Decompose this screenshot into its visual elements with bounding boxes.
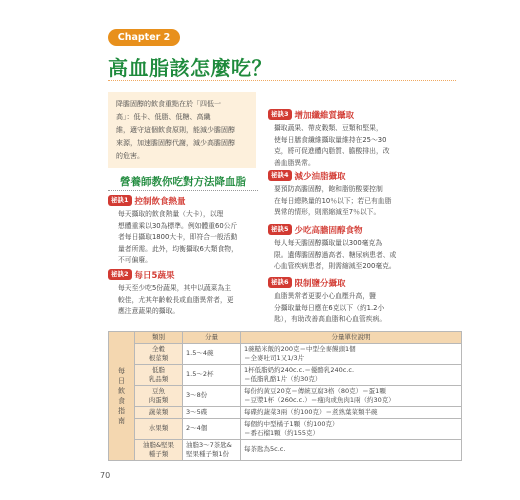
intro-line: 的危害。 [116,152,144,160]
tip-badge: 祕訣2 [108,269,132,280]
tip-badge: 祕訣5 [268,224,292,235]
intro-line: 維，適守這個飲食原則，能減少膽固醇 [116,126,235,134]
cell-text: ＝全麥吐司1又1/3片 [244,353,305,362]
description-cell [241,406,462,418]
tip-badge: 祕訣6 [268,277,292,288]
intro-box [108,92,256,168]
description-cell [241,439,462,460]
tip-2 [108,268,260,318]
side-label-char: 每 [118,366,125,375]
cell-text: ＝低脂乳酪1片（約30克） [244,374,322,383]
title-divider [108,80,456,81]
tip-text-line: 每天至少吃5份蔬果，其中以蔬菜為主 [118,284,232,292]
tip-text-line: 攝取蔬果、帶皮穀類、豆類和堅果， [274,124,383,132]
cell-text: ＝番石榴1顆（約155克） [244,428,320,437]
tip-text-line: 分攝取量每日應在6克以下（約1.2小 [274,303,385,312]
description-cell [241,343,462,364]
cell-text: ＝豆漿1杯（260c.c.）＝瘦肉或魚肉1兩（約30克） [244,395,395,404]
intro-line: 高」：低卡、低脂、低糖、高纖 [116,113,211,121]
cell-text: 1.5～4碗 [186,349,214,358]
cell-text: 每份約黃豆20克＝傳統豆腐3格（80克）＝蛋1顆 [244,387,386,395]
cell-text: 種子類 [148,449,169,458]
section-heading: 營養師教你吃對方法降血脂 [120,176,246,188]
category-cell [135,406,183,418]
tip-title: 少吃高膽固醇食物 [294,225,363,236]
tip-text-line: 不可偏廢。 [118,256,152,264]
quantity-cell [183,406,241,418]
tip-title: 限制鹽分攝取 [294,278,346,289]
cell-text: 根莖類 [148,353,169,362]
tip-text-line: 每天攝取的飲食熱量（大卡），以理 [118,210,224,218]
column-header: 類別 [135,332,183,344]
table-row [109,385,462,406]
tip-1 [108,194,260,267]
tip-title: 減少油脂攝取 [294,171,346,182]
cell-text: 每個約中型橘子1顆（約100克） [244,420,339,428]
category-cell [135,439,183,460]
cell-text: 每碟約蔬菜3兩（約100克）＝煮熟葉菜類半碗 [244,407,378,416]
side-label-char: 飲 [118,386,125,395]
cell-text: 3～8份 [186,391,208,400]
tip-3 [268,108,458,169]
column-header: 分量單位說明 [241,332,462,344]
tip-text-line: 善血脂異常。 [274,158,315,167]
cell-text: 2～4個 [186,424,208,433]
side-label-char: 南 [118,416,125,425]
daily-diet-guide-table [108,331,462,461]
page-number: 70 [100,471,111,480]
category-cell [135,385,183,406]
category-cell [135,418,183,439]
side-label-char: 日 [118,376,125,385]
section-divider [108,190,258,191]
category-cell [135,364,183,385]
page-title: 高血脂該怎麼吃？ [108,56,272,80]
tip-title: 控制飲食熱量 [134,196,186,207]
table-row [109,439,462,460]
tip-text-line: 匙），有助改善高血脂和心血管疾病。 [274,315,387,323]
tip-title: 每日5蔬果 [134,270,175,281]
cell-text: 乳品類 [148,374,169,383]
cell-text: 每茶匙為5c.c. [244,445,286,454]
quantity-cell [183,385,241,406]
tip-text-line: 者每日攝取1800大卡，即符合一般活動 [118,233,238,241]
quantity-cell [183,439,241,460]
table-header-row [109,332,462,344]
tip-text-line: 心血管疾病患者，則需縮減至200毫克。 [274,262,396,270]
tip-text-line: 要預防高膽固醇，飽和脂肪酸要控制 [274,185,383,193]
cell-text: 1碗糙米飯的200克＝中型全麥饅頭1個 [244,345,356,353]
tip-text-line: 使每日膳食纖維攝取量維持在25～30 [274,135,387,144]
cell-text: 堅果種子類1份 [186,449,230,458]
side-label-char: 食 [118,396,125,405]
tip-text-line: 在每日總熱量的10％以下；若已有血脂 [274,196,392,205]
cell-text: 豆魚 [152,387,165,395]
tip-text-line: 限。遺傳膽固醇過高者、糖尿病患者、或 [274,250,397,259]
tip-text-line: 異常的情形，則需縮減至7％以下。 [274,208,381,216]
tip-text-line: 較佳，尤其年齡較長或血脂異常者，更 [118,295,234,304]
quantity-cell [183,364,241,385]
intro-line: 來源，加速膽固醇代謝，減少高膽固醇 [116,139,235,147]
tip-5 [268,223,458,273]
intro-line: 降膽固醇的飲食重點在於「四低一 [116,100,221,108]
cell-text: 低脂 [152,366,165,374]
tip-6 [268,276,458,326]
cell-text: 蔬菜類 [148,407,169,416]
cell-text: 水果類 [148,424,169,433]
cell-text: 油脂3～7茶匙& [186,441,232,449]
tip-text-line: 想體重乘以30為標準。例如體重60公斤 [118,221,238,230]
cell-text: 3～5碟 [186,407,208,416]
description-cell [241,418,462,439]
table-row [109,406,462,418]
tip-text-line: 應注意蔬果的攝取。 [118,307,180,315]
category-cell [135,343,183,364]
chapter-label: Chapter 2 [108,29,180,46]
tip-badge: 祕訣3 [268,109,292,120]
cell-text: 油脂&堅果 [142,441,175,449]
description-cell [241,364,462,385]
tip-badge: 祕訣4 [268,170,292,181]
table-side-label [109,332,135,461]
side-label-char: 指 [118,406,125,415]
tip-4 [268,169,458,219]
quantity-cell [183,418,241,439]
table-row [109,343,462,364]
tip-text-line: 血脂異常者更要小心血壓升高，鹽 [274,292,376,300]
quantity-cell [183,343,241,364]
tip-title: 增加纖維質攝取 [294,110,355,121]
table-row [109,418,462,439]
description-cell [241,385,462,406]
tip-text-line: 量者所需。此外，均衡攝取6大類食物， [118,244,238,253]
cell-text: 1.5～2杯 [186,370,214,379]
tip-badge: 祕訣1 [108,195,132,206]
column-header: 分量 [183,332,241,344]
cell-text: 全穀 [152,345,165,353]
tip-text-line: 每人每天膽固醇攝取量以300毫克為 [274,239,383,247]
cell-text: 1杯低脂奶約240c.c.＝優酪乳240c.c. [244,366,355,374]
tip-text-line: 克，將可促進體內脂質、膽酸排出，改 [274,147,390,155]
cell-text: 肉蛋類 [148,395,169,404]
table-row [109,364,462,385]
